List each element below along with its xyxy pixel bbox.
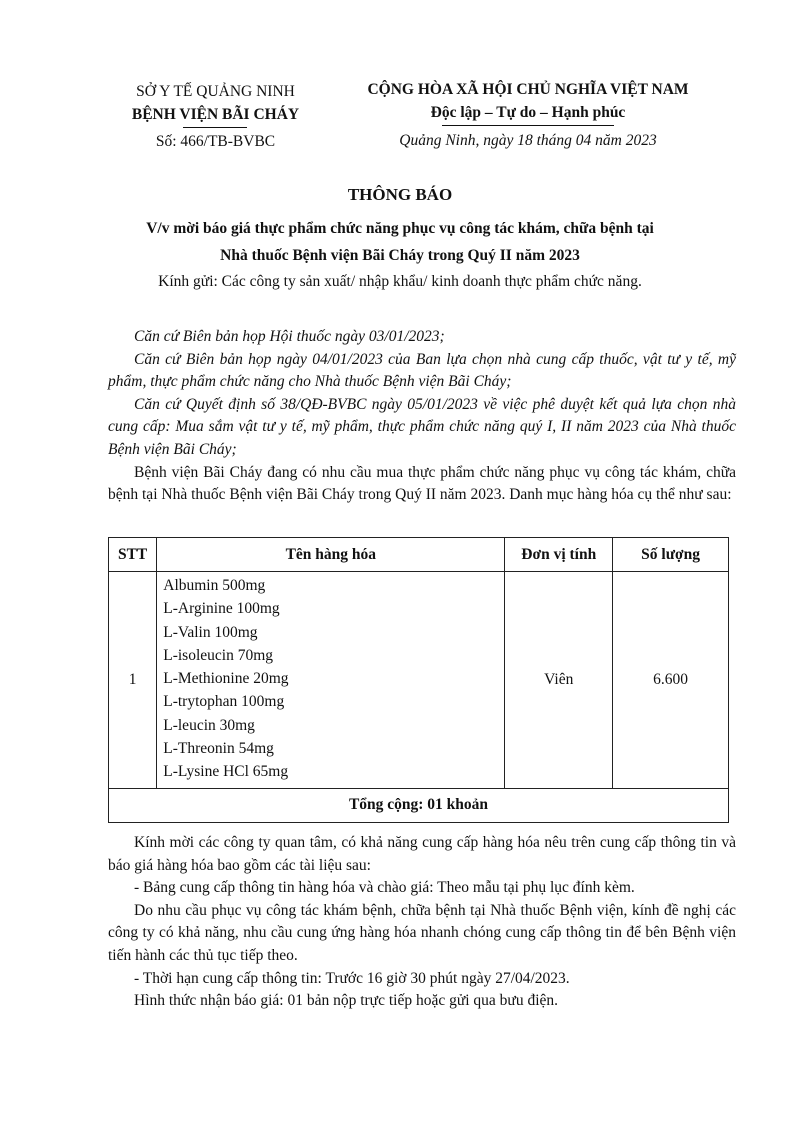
invite-paragraph: Kính mời các công ty quan tâm, có khả năng cung cấp hàng hóa nêu trên cung cấp thông tin và báo giá hàng hóa bao gồm các tài liệu sau: — [108, 834, 736, 874]
ingredient-item: L-Arginine 100mg — [163, 600, 280, 618]
ingredient-item: L-Methionine 20mg — [163, 670, 289, 688]
basis-1: Căn cứ Biên bản họp Hội thuốc ngày 03/01/2023; — [134, 328, 445, 345]
ministry-name: SỞ Y TẾ QUẢNG NINH — [136, 83, 295, 100]
document-title: THÔNG BÁO — [347, 185, 453, 204]
header-stt: STT — [109, 538, 157, 572]
ingredient-item: L-isoleucin 70mg — [163, 646, 274, 664]
closing-section — [108, 832, 736, 1013]
subject-line-2: Nhà thuốc Bệnh viện Bãi Cháy trong Quý II năm 2023 — [220, 247, 580, 264]
ingredient-item: L-Lysine HCl 65mg — [163, 763, 289, 781]
row-unit: Viên — [505, 572, 613, 789]
row-qty: 6.600 — [613, 572, 729, 789]
ingredient-item: L-Threonin 54mg — [163, 740, 274, 758]
nation-name: CỘNG HÒA XÃ HỘI CHỦ NGHĨA VIỆT NAM — [367, 81, 689, 98]
table-total-row — [109, 788, 729, 822]
header-unit: Đơn vị tính — [505, 538, 613, 572]
ingredient-item: Albumin 500mg — [163, 577, 266, 594]
recipient-line: Kính gửi: Các công ty sản xuất/ nhập khẩu/ kinh doanh thực phẩm chức năng. — [158, 273, 642, 290]
request-paragraph: Do nhu cầu phục vụ công tác khám bệnh, chữa bệnh tại Nhà thuốc Bệnh viện, kính đề nghị các công ty có khả năng, nhu cầu cung ứng hàng hóa nhanh chóng cung cấp thông tin để bên Bệnh viện tiến hành các thủ tục tiếp theo. — [108, 901, 736, 964]
basis-3: Căn cứ Quyết định số 38/QĐ-BVBC ngày 05/01/2023 về việc phê duyệt kết quả lựa chọn nhà cung cấp: Mua sắm vật tư y tế, mỹ phẩm, thực phẩm chức năng quý I, II năm 2023 của Nhà thuốc Bệnh viện Bãi Cháy; — [108, 395, 736, 458]
intro-paragraph: Bệnh viện Bãi Cháy đang có nhu cầu mua thực phẩm chức năng phục vụ công tác khám, chữa bệnh tại Nhà thuốc Bệnh viện Bãi Cháy trong Quý II năm 2023. Danh mục hàng hóa cụ thể như sau: — [108, 463, 736, 504]
row-ingredients — [157, 572, 505, 789]
table-row — [109, 572, 729, 789]
ingredient-item: L-trytophan 100mg — [163, 693, 285, 711]
document-item-1: - Bảng cung cấp thông tin hàng hóa và chào giá: Theo mẫu tại phụ lục đính kèm. — [134, 879, 635, 897]
place-date: Quảng Ninh, ngày 18 tháng 04 năm 2023 — [399, 132, 657, 149]
header-qty: Số lượng — [613, 538, 729, 572]
hospital-underline — [183, 127, 247, 128]
national-motto: Độc lập – Tự do – Hạnh phúc — [430, 104, 626, 121]
submission-method: Hình thức nhận báo giá: 01 bản nộp trực tiếp hoặc gửi qua bưu điện. — [134, 992, 559, 1010]
national-header — [338, 78, 718, 152]
motto-underline — [442, 125, 614, 126]
legal-bases — [108, 326, 736, 507]
document-number: Số: 466/TB-BVBC — [155, 133, 276, 150]
ingredient-item: L-Valin 100mg — [163, 623, 258, 641]
table-header-row — [109, 538, 729, 572]
hospital-name: BỆNH VIỆN BÃI CHÁY — [131, 106, 300, 123]
row-stt: 1 — [109, 572, 157, 789]
deadline-line: - Thời hạn cung cấp thông tin: Trước 16 giờ 30 phút ngày 27/04/2023. — [134, 969, 570, 987]
issuer-block — [108, 80, 323, 153]
total-label: Tổng cộng: 01 khoản — [109, 788, 729, 822]
header-name: Tên hàng hóa — [157, 538, 505, 572]
goods-table — [108, 537, 729, 823]
basis-2: Căn cứ Biên bản họp ngày 04/01/2023 của Ban lựa chọn nhà cung cấp thuốc, vật tư y tế, mỹ phẩm, thực phẩm chức năng cho Nhà thuốc Bệnh viện Bãi Cháy; — [108, 350, 736, 391]
subject-line-1: V/v mời báo giá thực phẩm chức năng phục vụ công tác khám, chữa bệnh tại — [146, 220, 654, 237]
ingredient-item: L-leucin 30mg — [163, 716, 255, 734]
document-subject — [60, 215, 740, 269]
